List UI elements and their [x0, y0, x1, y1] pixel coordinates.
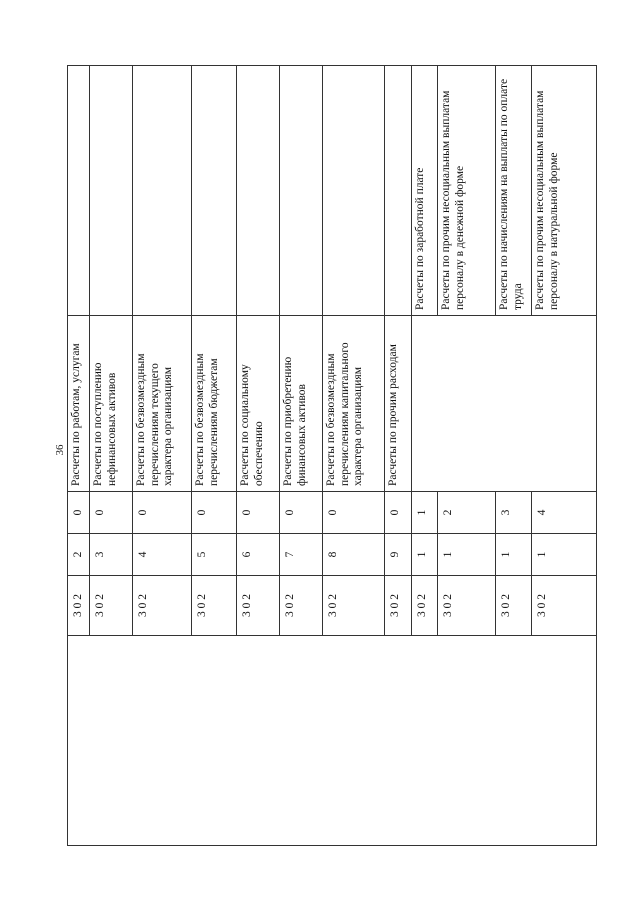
- sub-account-name: [323, 66, 385, 316]
- digit-2: 0: [90, 492, 133, 534]
- sub-account-name: Расчеты по прочим несоциальным выплатам персоналу в денежной форме: [437, 66, 495, 316]
- table-row: [68, 66, 90, 846]
- digit-1: 5: [192, 534, 237, 576]
- digit-2: 0: [192, 492, 237, 534]
- digit-1: 1: [532, 534, 597, 576]
- digit-1: 4: [133, 534, 192, 576]
- account-name: Расчеты по безвозмездным перечислениям текущего характера организациям: [133, 316, 192, 492]
- account-code: 3 0 2: [90, 576, 133, 636]
- digit-1: 1: [437, 534, 495, 576]
- account-code: 3 0 2: [385, 576, 412, 636]
- digit-1: 7: [280, 534, 323, 576]
- account-code: 3 0 2: [532, 576, 597, 636]
- sub-account-name: [68, 66, 90, 316]
- account-name: Расчеты по прочим расходам: [385, 316, 412, 492]
- digit-1: 2: [68, 534, 90, 576]
- account-code: 3 0 2: [323, 576, 385, 636]
- sub-account-name: Расчеты по прочим несоциальным выплатам персоналу в натуральной форме: [532, 66, 597, 316]
- account-name: Расчеты по социальному обеспечению: [237, 316, 280, 492]
- account-code: 3 0 2: [68, 576, 90, 636]
- digit-2: 0: [385, 492, 412, 534]
- account-name: Расчеты по приобретению финансовых активов: [280, 316, 323, 492]
- account-name: Расчеты по безвозмездным перечислениям капитального характера организациям: [323, 316, 385, 492]
- digit-1: 6: [237, 534, 280, 576]
- sub-account-name: [385, 66, 412, 316]
- account-name: Расчеты по безвозмездным перечислениям бюджетам: [192, 316, 237, 492]
- sub-account-name: Расчеты по начислениям на выплаты по оплате труда: [495, 66, 532, 316]
- sub-account-name: [133, 66, 192, 316]
- digit-2: 0: [237, 492, 280, 534]
- account-code: 3 0 2: [437, 576, 495, 636]
- digit-1: 1: [412, 534, 438, 576]
- digit-1: 8: [323, 534, 385, 576]
- account-code: 3 0 2: [237, 576, 280, 636]
- digit-2: 2: [437, 492, 495, 534]
- sub-account-name: [192, 66, 237, 316]
- digit-2: 0: [133, 492, 192, 534]
- sub-account-name: [280, 66, 323, 316]
- rotated-table-wrapper: [67, 66, 597, 846]
- digit-1: 3: [90, 534, 133, 576]
- digit-2: 1: [412, 492, 438, 534]
- digit-2: 0: [280, 492, 323, 534]
- page-number: 36: [54, 444, 66, 456]
- account-code: 3 0 2: [495, 576, 532, 636]
- sub-account-name: Расчеты по заработной плате: [412, 66, 438, 316]
- digit-1: 1: [495, 534, 532, 576]
- account-code: 3 0 2: [280, 576, 323, 636]
- digit-1: 9: [385, 534, 412, 576]
- digit-2: 3: [495, 492, 532, 534]
- blank-left-cell: [68, 636, 597, 846]
- digit-2: 0: [68, 492, 90, 534]
- account-name-merged: [412, 316, 597, 492]
- digit-2: 0: [323, 492, 385, 534]
- digit-2: 4: [532, 492, 597, 534]
- sub-account-name: [237, 66, 280, 316]
- account-code: 3 0 2: [412, 576, 438, 636]
- sub-account-name: [90, 66, 133, 316]
- account-name: Расчеты по поступлению нефинансовых активов: [90, 316, 133, 492]
- account-code: 3 0 2: [192, 576, 237, 636]
- accounts-table: [67, 65, 597, 846]
- account-code: 3 0 2: [133, 576, 192, 636]
- account-name: Расчеты по работам, услугам: [68, 316, 90, 492]
